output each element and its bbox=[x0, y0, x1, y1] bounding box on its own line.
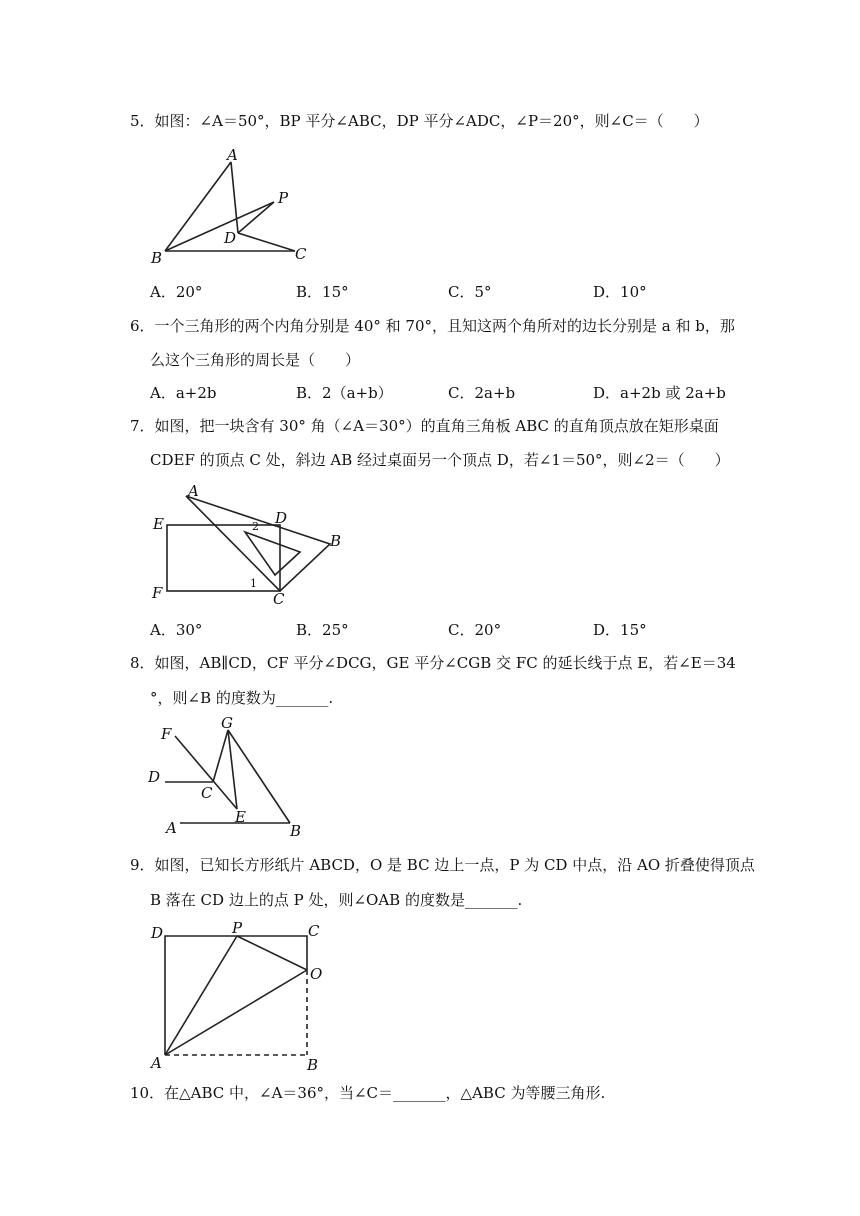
q8-label-B: B bbox=[290, 822, 302, 840]
q8-figure bbox=[145, 712, 335, 842]
q7-option-a: A．30° bbox=[150, 621, 203, 639]
q9-segment-PO bbox=[237, 936, 307, 970]
q5-label-P: P bbox=[278, 189, 289, 207]
q9-figure bbox=[145, 918, 345, 1073]
q5-segment-AD bbox=[231, 162, 238, 233]
q5-option-d: D．10° bbox=[593, 283, 647, 301]
q8-label-D: D bbox=[148, 768, 161, 786]
q9-label-B: B bbox=[307, 1056, 319, 1074]
q9-label-D: D bbox=[151, 924, 164, 942]
q9-segment-AO bbox=[165, 970, 307, 1055]
q6-option-d: D．a+2b 或 2a+b bbox=[593, 384, 726, 402]
q5-label-A: A bbox=[227, 146, 238, 164]
q6-text-line2: 么这个三角形的周长是（ ） bbox=[150, 351, 361, 369]
q7-triangle-hole bbox=[245, 532, 300, 575]
q7-text-line2: CDEF 的顶点 C 处，斜边 AB 经过桌面另一个顶点 D，若∠1＝50°，则∠2＝（ ） bbox=[150, 451, 730, 469]
q7-label-D: D bbox=[275, 509, 288, 527]
q8-segment-CG bbox=[213, 730, 228, 782]
q6-text-line1: 6．一个三角形的两个内角分别是 40° 和 70°，且知这两个角所对的边长分别是 a 和 b，那 bbox=[130, 317, 735, 335]
q8-text-line2: °，则∠B 的度数为_______. bbox=[150, 689, 334, 707]
q7-triangle-ABC bbox=[186, 496, 330, 591]
q7-option-b: B．25° bbox=[296, 621, 349, 639]
q6-option-b: B．2（a+b） bbox=[296, 384, 393, 402]
q5-label-B: B bbox=[151, 249, 163, 267]
q8-text-line1: 8．如图，AB∥CD，CF 平分∠DCG，GE 平分∠CGB 交 FC 的延长线于点 E，若∠E＝34 bbox=[130, 654, 736, 672]
q8-label-G: G bbox=[221, 714, 233, 732]
q7-figure bbox=[150, 478, 370, 608]
q8-label-E: E bbox=[235, 808, 246, 826]
q6-option-c: C．2a+b bbox=[448, 384, 516, 402]
q5-segment-BP bbox=[165, 202, 274, 251]
q5-option-a: A．20° bbox=[150, 283, 203, 301]
q9-label-O: O bbox=[310, 965, 323, 983]
q7-label-A: A bbox=[188, 482, 199, 500]
q9-label-C: C bbox=[308, 922, 320, 940]
q7-label-B: B bbox=[330, 532, 342, 550]
q9-text-line2: B 落在 CD 边上的点 P 处，则∠OAB 的度数是_______. bbox=[150, 891, 523, 909]
q5-label-D: D bbox=[224, 229, 237, 247]
q7-label-angle2: 2 bbox=[252, 520, 259, 533]
q10-text: 10．在△ABC 中，∠A＝36°，当∠C＝_______，△ABC 为等腰三角形. bbox=[130, 1084, 606, 1102]
q5-segment-DP bbox=[238, 202, 274, 233]
q8-label-C: C bbox=[201, 784, 213, 802]
q5-option-c: C．5° bbox=[448, 283, 492, 301]
q9-outline-ADCO bbox=[165, 936, 307, 1055]
q5-segment-BA bbox=[165, 162, 231, 251]
q5-text: 5．如图：∠A＝50°，BP 平分∠ABC，DP 平分∠ADC，∠P＝20°，则∠C＝（ ） bbox=[130, 112, 709, 130]
q7-text-line1: 7．如图，把一块含有 30° 角（∠A＝30°）的直角三角板 ABC 的直角顶点放在矩形桌面 bbox=[130, 417, 719, 435]
q9-segment-AP bbox=[165, 936, 237, 1055]
q5-segment-DC bbox=[238, 233, 295, 251]
q9-text-line1: 9．如图，已知长方形纸片 ABCD，O 是 BC 边上一点，P 为 CD 中点，沿 AO 折叠使得顶点 bbox=[130, 856, 755, 874]
q5-option-b: B．15° bbox=[296, 283, 349, 301]
q5-figure bbox=[140, 140, 340, 270]
q9-label-P: P bbox=[232, 919, 243, 937]
q7-label-angle1: 1 bbox=[250, 577, 257, 590]
q9-label-A: A bbox=[151, 1054, 162, 1072]
q5-label-C: C bbox=[295, 245, 307, 263]
q7-label-E: E bbox=[153, 515, 164, 533]
q7-label-C: C bbox=[273, 590, 285, 608]
q6-option-a: A．a+2b bbox=[150, 384, 217, 402]
q7-option-c: C．20° bbox=[448, 621, 502, 639]
q8-label-A: A bbox=[166, 819, 177, 837]
q8-label-F: F bbox=[161, 725, 172, 743]
q7-option-d: D．15° bbox=[593, 621, 647, 639]
q7-label-F: F bbox=[152, 584, 163, 602]
